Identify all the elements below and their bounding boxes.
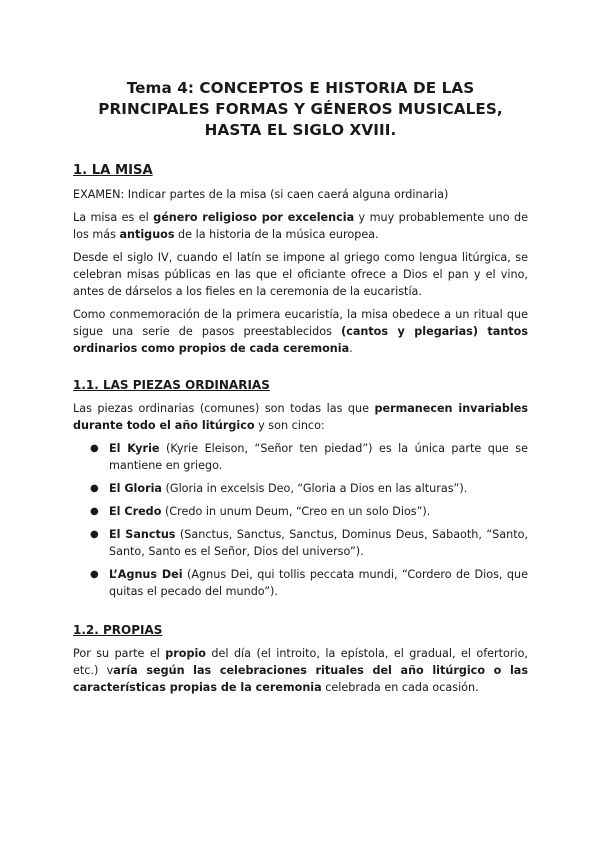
text-run: celebrada en cada ocasión. — [321, 681, 479, 694]
ordinary-parts-list — [73, 440, 528, 600]
bullet-icon: ● — [90, 569, 99, 580]
item-text: (Sanctus, Sanctus, Sanctus, Dominus Deus, Sabaoth, “Santo, Santo, Santo es el Señor, Dios del universo”). — [109, 528, 529, 558]
section-heading-propias: 1.2. PROPIAS — [73, 623, 163, 637]
list-item — [73, 503, 528, 520]
bold-text: género religioso por excelencia — [153, 211, 355, 224]
paragraph-piezas-intro — [73, 400, 528, 434]
bold-text: aría según las celebraciones rituales del año litúrgico o las características propias de la ceremonia — [73, 664, 528, 694]
bold-text: permanecen invariables durante todo el año litúrgico — [73, 402, 528, 432]
item-name: El Credo — [109, 505, 162, 518]
item-text: (Agnus Dei, qui tollis peccata mundi, “Cordero de Dios, que quitas el pecado del mundo”). — [109, 568, 528, 598]
item-text: (Kyrie Eleison, “Señor ten piedad”) es la única parte que se mantiene en griego. — [109, 442, 529, 472]
text-run: del día (el introito, la epístola, el gradual, el ofertorio, etc.) v — [73, 647, 528, 677]
paragraph-propias — [73, 645, 528, 696]
list-item — [73, 480, 528, 497]
list-item — [73, 440, 528, 474]
item-name: El Gloria — [109, 482, 162, 495]
list-item — [73, 526, 528, 560]
text-run: y son cinco: — [254, 419, 325, 432]
paragraph-siglo-iv: Desde el siglo IV, cuando el latín se impone al griego como lengua litúrgica, se celebran misas públicas en las que el oficiante ofrece a Dios el pan y el vino, antes de dárselos a los fieles en la ceremonia de la eucaristía. — [73, 251, 528, 298]
document-title: Tema 4: CONCEPTOS E HISTORIA DE LAS PRINCIPALES FORMAS Y GÉNEROS MUSICALES, HASTA EL SIGLO XVIII. — [98, 79, 503, 139]
text-run: La misa es el — [73, 211, 154, 224]
paragraph-conmemoracion — [73, 306, 528, 357]
bullet-icon: ● — [90, 483, 99, 494]
item-name: El Sanctus — [109, 528, 176, 541]
item-name: El Kyrie — [109, 442, 160, 455]
item-text: (Gloria in excelsis Deo, “Gloria a Dios en las alturas”). — [161, 482, 468, 495]
text-run: y muy probablemente uno de los más — [73, 211, 528, 241]
paragraph-misa-genero — [73, 209, 528, 243]
text-run: Por su parte el — [73, 647, 166, 660]
bold-text: (cantos y plegarias) tantos ordinarios como propios de cada ceremonia — [73, 325, 528, 355]
section-heading-piezas-ordinarias: 1.1. LAS PIEZAS ORDINARIAS — [73, 378, 270, 392]
bullet-icon: ● — [90, 506, 99, 517]
exam-note: EXAMEN: Indicar partes de la misa (si caen caerá alguna ordinaria) — [73, 188, 449, 201]
text-run: de la historia de la música europea. — [174, 228, 379, 241]
bullet-icon: ● — [90, 443, 99, 454]
text-run: Como conmemoración de la primera eucaristía, la misa obedece a un ritual que sigue una serie de pasos preestablecidos — [73, 308, 528, 338]
list-item — [73, 566, 528, 600]
text-run: . — [349, 342, 353, 355]
bold-text: propio — [165, 647, 206, 660]
bold-text: antiguos — [119, 228, 175, 241]
text-run: Las piezas ordinarias (comunes) son todas las que — [73, 402, 375, 415]
item-text: (Credo in unum Deum, “Creo en un solo Dios”). — [161, 505, 431, 518]
item-name: L’Agnus Dei — [109, 568, 183, 581]
section-heading-la-misa: 1. LA MISA — [73, 163, 153, 178]
bullet-icon: ● — [90, 529, 99, 540]
